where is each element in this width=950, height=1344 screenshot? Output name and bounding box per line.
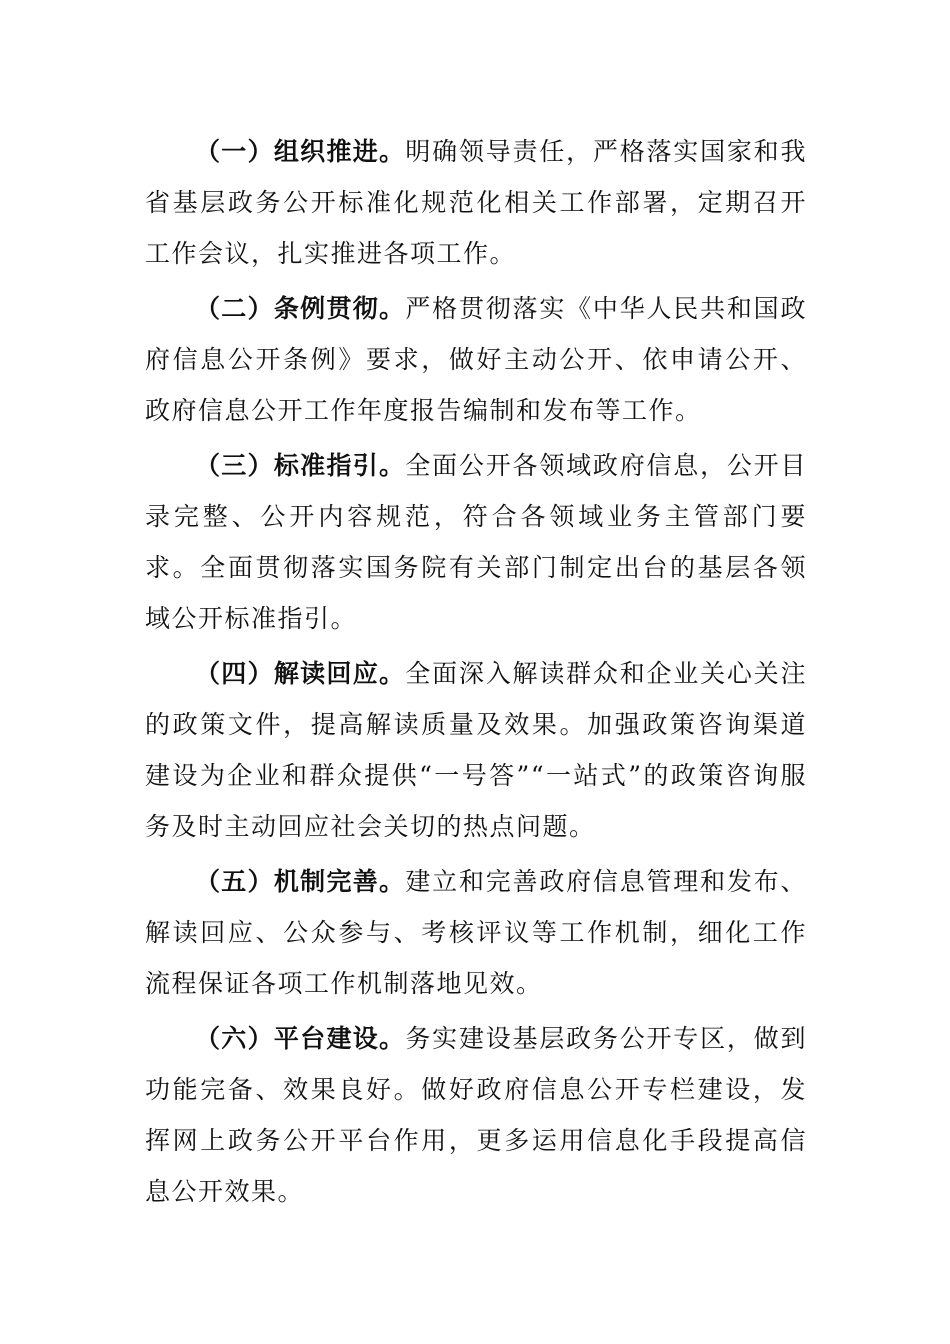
paragraph-heading: （一）组织推进。 bbox=[195, 137, 406, 166]
paragraph-organization bbox=[145, 126, 807, 279]
paragraph-heading: （六）平台建设。 bbox=[195, 1024, 406, 1053]
paragraph-standards bbox=[145, 440, 807, 644]
paragraph-body: 严格贯彻落实《中华人民共和国政府信息公开条例》要求，做好主动公开、依申请公开、政府信息公开工作年度报告编制和发布等工作。 bbox=[145, 294, 807, 425]
paragraph-body: 明确领导责任，严格落实国家和我省基层政务公开标准化规范化相关工作部署，定期召开工作会议，扎实推进各项工作。 bbox=[145, 137, 807, 268]
paragraph-mechanism bbox=[145, 856, 807, 1009]
paragraph-body: 建立和完善政府信息管理和发布、解读回应、公众参与、考核评议等工作机制，细化工作流程保证各项工作机制落地见效。 bbox=[145, 867, 807, 998]
paragraph-heading: （五）机制完善。 bbox=[195, 867, 406, 896]
paragraph-interpretation bbox=[145, 648, 807, 852]
document-page bbox=[145, 126, 807, 1221]
paragraph-heading: （三）标准指引。 bbox=[195, 451, 406, 480]
paragraph-heading: （二）条例贯彻。 bbox=[195, 294, 406, 323]
paragraph-body: 全面深入解读群众和企业关心关注的政策文件，提高解读质量及效果。加强政策咨询渠道建设为企业和群众提供“一号答”“一站式”的政策咨询服务及时主动回应社会关切的热点问题。 bbox=[145, 659, 807, 841]
paragraph-heading: （四）解读回应。 bbox=[195, 659, 406, 688]
paragraph-body: 务实建设基层政务公开专区，做到功能完备、效果良好。做好政府信息公开专栏建设，发挥网上政务公开平台作用，更多运用信息化手段提高信息公开效果。 bbox=[145, 1024, 807, 1206]
paragraph-body: 全面公开各领域政府信息，公开目录完整、公开内容规范，符合各领域业务主管部门要求。全面贯彻落实国务院有关部门制定出台的基层各领域公开标准指引。 bbox=[145, 451, 807, 633]
paragraph-platform bbox=[145, 1013, 807, 1217]
paragraph-regulation bbox=[145, 283, 807, 436]
